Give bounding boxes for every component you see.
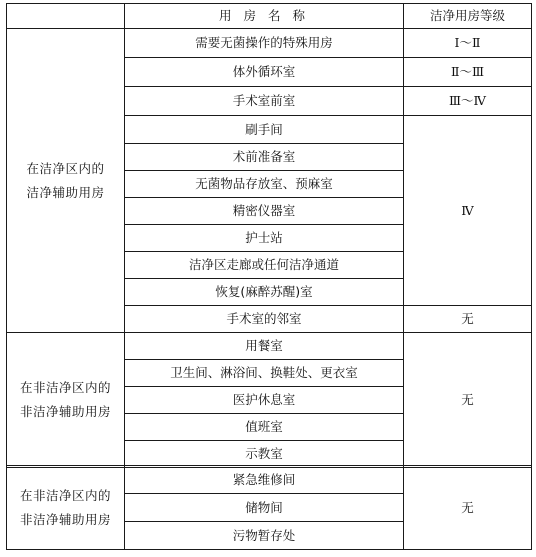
header-room-name: 用 房 名 称: [125, 4, 404, 29]
grade-cell: Ⅰ～Ⅱ: [404, 29, 532, 58]
table-row: [7, 29, 532, 58]
room-name-cell: 手术室的邻室: [125, 306, 404, 333]
grade-cell-merged: 无: [404, 333, 532, 468]
clean-room-grade-table-continued: [6, 465, 532, 550]
table-row: [7, 466, 532, 494]
room-name-cell: 洁净区走廊或任何洁净通道: [125, 252, 404, 279]
room-name-cell: 术前准备室: [125, 144, 404, 171]
room-name-cell: 手术室前室: [125, 87, 404, 116]
header-group-cell: [7, 4, 125, 29]
grade-cell-merged: 无: [404, 466, 532, 550]
clean-room-grade-table: [6, 3, 532, 468]
room-name-cell: 卫生间、淋浴间、换鞋处、更衣室: [125, 360, 404, 387]
room-name-cell: 医护休息室: [125, 387, 404, 414]
group-label-nonclean-auxiliary: [7, 333, 125, 468]
room-name-cell: 无菌物品存放室、预麻室: [125, 171, 404, 198]
group-label-line: 在洁净区内的: [26, 160, 105, 176]
room-name-cell: 用餐室: [125, 333, 404, 360]
room-name-cell: 需要无菌操作的特殊用房: [125, 29, 404, 58]
group-label-line: 洁净辅助用房: [26, 184, 105, 200]
group-label-nonclean-auxiliary-2: [7, 466, 125, 550]
group-label-line: 在非洁净区内的: [19, 487, 111, 503]
grade-cell-merged: Ⅳ: [404, 116, 532, 306]
table-header-row: [7, 4, 532, 29]
room-name-cell: 体外循环室: [125, 58, 404, 87]
grade-cell: Ⅲ～Ⅳ: [404, 87, 532, 116]
header-grade: 洁净用房等级: [404, 4, 532, 29]
group-label-line: 在非洁净区内的: [19, 380, 111, 395]
group-label-clean-auxiliary: [7, 29, 125, 333]
group-label-line: 非洁净辅助用房: [19, 404, 111, 419]
room-name-cell: 示教室: [125, 441, 404, 468]
table-row: [7, 333, 532, 360]
room-name-cell: 恢复(麻醉苏醒)室: [125, 279, 404, 306]
group-label-line: 非洁净辅助用房: [19, 511, 111, 527]
room-name-cell: 污物暂存处: [125, 522, 404, 550]
grade-cell: Ⅱ～Ⅲ: [404, 58, 532, 87]
room-name-cell: 护士站: [125, 225, 404, 252]
room-name-cell: 值班室: [125, 414, 404, 441]
room-name-cell: 刷手间: [125, 116, 404, 144]
room-name-cell: 储物间: [125, 494, 404, 522]
room-name-cell: 紧急维修间: [125, 466, 404, 494]
grade-cell: 无: [404, 306, 532, 333]
room-name-cell: 精密仪器室: [125, 198, 404, 225]
